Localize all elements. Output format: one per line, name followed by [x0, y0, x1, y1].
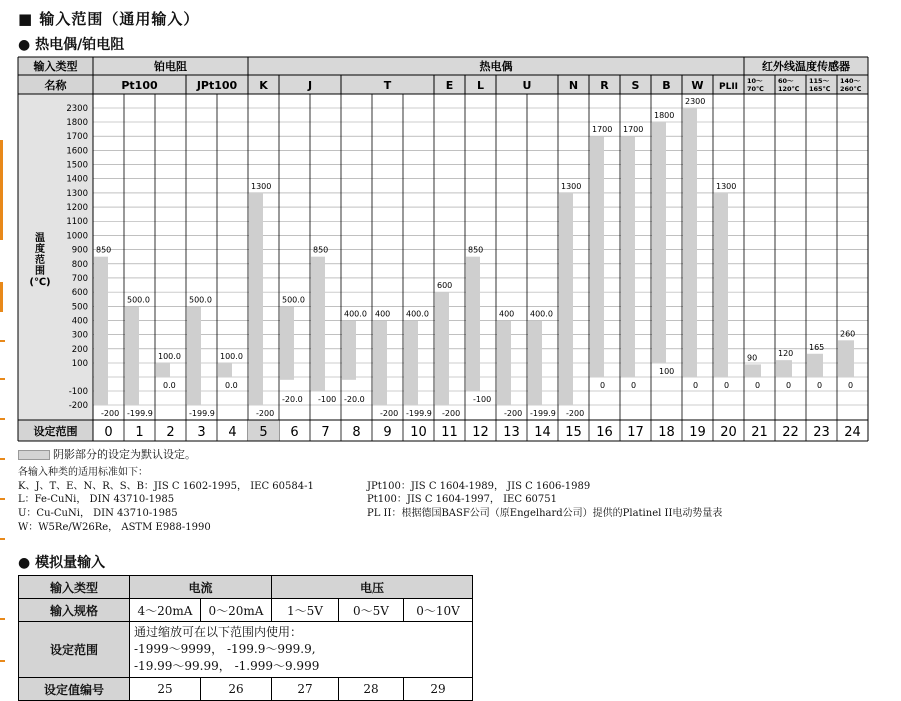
analog-voltage-header: 电压 — [272, 576, 473, 599]
range-bar — [404, 320, 418, 405]
y-tick-label: -200 — [68, 401, 88, 411]
legend-swatch — [18, 450, 50, 460]
range-bar — [125, 306, 139, 405]
sensor-name: W — [691, 79, 704, 92]
page-title: ■ 输入范围（通用输入） — [18, 10, 200, 28]
bar-high-label: 400.0 — [344, 309, 367, 319]
y-tick-label: 1500 — [66, 160, 88, 171]
bar-high-label: 1700 — [623, 125, 644, 135]
bar-high-label: 400.0 — [530, 309, 553, 319]
range-bar — [187, 306, 201, 405]
y-tick-label: 1300 — [66, 188, 88, 199]
ir-range-label: 260℃ — [840, 85, 862, 93]
analog-range-line: -19.99～99.99， -1.999～9.999 — [134, 659, 320, 673]
bar-low-label: 0 — [755, 381, 761, 390]
bar-low-label: 0 — [600, 381, 606, 390]
setting-number: 0 — [104, 425, 113, 440]
bar-high-label: 1800 — [654, 111, 675, 120]
analog-number: 27 — [272, 678, 339, 701]
bar-low-label: -200 — [380, 409, 399, 418]
bar-low-label: -199.9 — [530, 409, 556, 418]
analog-input-table — [18, 575, 473, 701]
sensor-name: Pt100 — [121, 79, 158, 92]
setting-number: 4 — [228, 425, 237, 440]
setting-number: 9 — [383, 425, 392, 440]
bar-low-label: -100 — [318, 395, 337, 404]
analog-spec: 4～20mA — [130, 599, 201, 622]
y-axis-label-unit: (℃) — [29, 277, 51, 288]
analog-number-label: 设定值编号 — [19, 678, 130, 701]
range-bar — [714, 193, 728, 377]
y-tick-label: 100 — [71, 359, 88, 369]
range-bar — [373, 320, 387, 405]
setting-number: 10 — [410, 425, 427, 440]
y-tick-label: 1200 — [66, 203, 88, 214]
setting-number: 1 — [135, 425, 144, 440]
ir-range-label: 10～ — [747, 77, 763, 85]
setting-number: 13 — [503, 425, 520, 440]
analog-spec: 0～5V — [339, 599, 404, 622]
y-axis-label-char: 度 — [35, 244, 45, 255]
sensor-name: J — [307, 79, 313, 92]
y-axis-label-char: 温 — [35, 233, 45, 244]
bar-low-label: 0.0 — [163, 381, 176, 390]
bar-high-label: 1300 — [561, 181, 582, 191]
range-bar — [497, 320, 511, 405]
setting-number: 18 — [658, 425, 675, 440]
bar-low-label: -100 — [473, 395, 492, 404]
range-bar — [466, 257, 480, 391]
input-type-label: 输入类型 — [33, 60, 78, 73]
bar-high-label: 260 — [840, 329, 856, 339]
y-tick-label: 900 — [71, 245, 88, 256]
range-bar — [683, 108, 697, 377]
setting-number: 6 — [290, 425, 299, 440]
standards-left-1: L：Fe-CuNi， DIN 43710-1985 — [18, 494, 175, 505]
bar-low-label: -200 — [504, 409, 523, 418]
standards-right-0: JPt100：JIS C 1604-1989， JIS C 1606-1989 — [367, 481, 591, 492]
analog-number: 28 — [339, 678, 404, 701]
range-bar — [311, 257, 325, 391]
setting-number: 24 — [844, 425, 861, 440]
y-tick-label: 1400 — [66, 174, 88, 185]
range-bar — [745, 364, 761, 377]
ir-range-label: 60～ — [778, 77, 794, 85]
bar-high-label: 100.0 — [158, 352, 181, 361]
analog-number: 29 — [404, 678, 473, 701]
bar-low-label: 0.0 — [225, 381, 238, 390]
bar-high-label: 850 — [468, 245, 484, 255]
y-tick-label: 600 — [71, 288, 88, 299]
bar-low-label: -199.9 — [127, 409, 153, 418]
bar-high-label: 500.0 — [282, 295, 305, 305]
bar-high-label: 500.0 — [127, 295, 150, 305]
bar-low-label: -20.0 — [282, 395, 303, 404]
y-tick-label: 800 — [71, 259, 88, 270]
name-label: 名称 — [44, 79, 67, 92]
legend — [18, 446, 196, 462]
analog-spec: 0～10V — [404, 599, 473, 622]
setting-number: 21 — [751, 425, 768, 440]
bar-high-label: 1700 — [592, 125, 613, 135]
ir-range-label: 140～ — [840, 77, 861, 85]
range-bar — [807, 354, 823, 377]
range-bar — [559, 193, 573, 405]
setting-number: 19 — [689, 425, 706, 440]
section-title-thermo: ● 热电偶/铂电阻 — [18, 37, 125, 53]
range-bar — [528, 320, 542, 405]
bar-low-label: -200 — [442, 409, 461, 418]
bar-low-label: -200 — [101, 409, 120, 418]
range-bar — [280, 306, 294, 380]
bar-low-label: -200 — [566, 409, 585, 418]
bar-high-label: 100.0 — [220, 352, 243, 361]
bar-high-label: 400 — [375, 309, 391, 319]
y-tick-label: 400 — [71, 316, 88, 327]
table-row — [19, 622, 473, 678]
bar-low-label: 100 — [659, 367, 675, 376]
bar-high-label: 500.0 — [189, 295, 212, 305]
setting-number: 15 — [565, 425, 582, 440]
setting-number: 5 — [259, 425, 268, 440]
sensor-name: B — [662, 79, 671, 92]
section-title-analog: ● 模拟量输入 — [18, 555, 106, 571]
bar-high-label: 120 — [778, 349, 794, 359]
bar-high-label: 400 — [499, 309, 515, 319]
margin-accent-tick — [0, 618, 5, 620]
y-tick-label: 500 — [71, 302, 88, 313]
table-row — [19, 599, 473, 622]
legend-text: 阴影部分的设定为默认设定。 — [53, 448, 196, 461]
ir-range-label: 120℃ — [778, 85, 800, 93]
range-bar — [218, 363, 232, 377]
bar-high-label: 2300 — [685, 97, 706, 106]
analog-spec-label: 输入规格 — [19, 599, 130, 622]
sensor-name: N — [568, 79, 579, 92]
range-bar — [621, 136, 635, 377]
analog-number: 26 — [201, 678, 272, 701]
y-axis-label-char: 围 — [35, 266, 45, 277]
y-tick-label: 1000 — [66, 231, 88, 242]
bar-low-label: -20.0 — [344, 395, 365, 404]
bar-high-label: 1300 — [251, 181, 272, 191]
analog-range-label: 设定范围 — [19, 622, 130, 678]
y-axis-label-char: 范 — [35, 255, 45, 266]
y-tick-label: 2300 — [66, 104, 88, 114]
setting-number: 12 — [472, 425, 489, 440]
bar-high-label: 165 — [809, 342, 825, 352]
setting-number: 17 — [627, 425, 644, 440]
margin-accent-tick — [0, 538, 5, 540]
setting-number: 16 — [596, 425, 613, 440]
range-bar — [342, 320, 356, 379]
range-bar — [590, 136, 604, 377]
margin-accent-tick — [0, 498, 5, 500]
analog-current-header: 电流 — [130, 576, 272, 599]
y-tick-label: 200 — [71, 344, 88, 355]
bar-high-label: 1300 — [716, 181, 737, 191]
y-tick-label: 700 — [71, 273, 88, 284]
table-row — [19, 678, 473, 701]
ir-range-label: 115～ — [809, 77, 830, 85]
y-tick-label: 1700 — [66, 132, 88, 143]
bar-high-label: 850 — [96, 245, 112, 255]
analog-range-line: -1999～9999， -199.9～999.9, — [134, 642, 316, 656]
standards-intro: 各输入种类的适用标准如下： — [18, 467, 148, 478]
analog-input-type-label: 输入类型 — [19, 576, 130, 599]
bar-high-label: 600 — [437, 281, 453, 291]
bar-low-label: 0 — [724, 381, 730, 390]
setting-number: 20 — [720, 425, 737, 440]
range-bar — [838, 340, 854, 377]
setting-number: 8 — [352, 425, 361, 440]
bar-low-label: -200 — [256, 409, 275, 418]
range-bar — [94, 257, 108, 405]
range-bar — [249, 193, 263, 405]
setting-number: 7 — [321, 425, 330, 440]
setting-range-label: 设定范围 — [33, 425, 78, 438]
ir-range-label: 165℃ — [809, 85, 831, 93]
sensor-name: PLII — [718, 82, 739, 92]
bar-high-label: 400.0 — [406, 309, 429, 319]
bar-high-label: 90 — [747, 353, 758, 363]
standards-right-1: Pt100：JIS C 1604-1997， IEC 60751 — [367, 494, 557, 505]
analog-spec: 0～20mA — [201, 599, 272, 622]
y-tick-label: 1800 — [66, 118, 88, 128]
analog-range-line: 通过缩放可在以下范围内使用： — [134, 625, 303, 639]
bar-high-label: 850 — [313, 245, 329, 255]
setting-number: 14 — [534, 425, 551, 440]
bar-low-label: 0 — [786, 381, 792, 390]
bar-low-label: 0 — [631, 381, 637, 390]
bar-low-label: 0 — [693, 381, 699, 390]
sensor-name: E — [445, 79, 454, 92]
sensor-name: T — [383, 79, 392, 92]
setting-number: 2 — [166, 425, 175, 440]
standards-right-2: PL II：根据德国BASF公司（原Engelhard公司）提供的Platinel II电动势量表 — [367, 508, 723, 519]
setting-number: 22 — [782, 425, 799, 440]
analog-range-text — [130, 622, 473, 678]
margin-accent-tick — [0, 660, 5, 662]
group-header: 红外线温度传感器 — [762, 60, 850, 73]
sensor-name: S — [631, 79, 640, 92]
analog-number: 25 — [130, 678, 201, 701]
analog-spec: 1～5V — [272, 599, 339, 622]
group-header: 铂电阻 — [154, 60, 187, 73]
sensor-name: JPt100 — [196, 79, 238, 92]
range-bar — [156, 363, 170, 377]
setting-number: 23 — [813, 425, 830, 440]
range-bar — [652, 122, 666, 363]
sensor-name: R — [600, 79, 609, 92]
setting-number: 3 — [197, 425, 206, 440]
y-tick-label: 1100 — [66, 217, 88, 228]
sensor-name: K — [259, 79, 268, 92]
standards-left-2: U：Cu-CuNi， DIN 43710-1985 — [18, 508, 178, 519]
sensor-name: L — [476, 79, 485, 92]
bar-low-label: 0 — [848, 381, 854, 390]
y-tick-label: 1600 — [66, 146, 88, 157]
y-tick-label: 300 — [71, 330, 88, 341]
bar-low-label: 0 — [817, 381, 823, 390]
margin-accent-tick — [0, 458, 5, 460]
standards-left-0: K、J、T、E、N、R、S、B：JIS C 1602-1995， IEC 60584-1 — [18, 481, 314, 492]
ir-range-label: 70℃ — [747, 85, 764, 93]
bar-low-label: -199.9 — [406, 409, 432, 418]
group-header: 热电偶 — [479, 60, 513, 73]
sensor-name: U — [522, 79, 532, 92]
table-row — [19, 576, 473, 599]
setting-number: 11 — [441, 425, 458, 440]
standards-left-3: W：W5Re/W26Re， ASTM E988-1990 — [18, 522, 211, 533]
range-bar — [435, 292, 449, 405]
y-tick-label: -100 — [68, 387, 88, 397]
range-bar — [776, 360, 792, 377]
y-axis-bg — [18, 94, 93, 420]
bar-low-label: -199.9 — [189, 409, 215, 418]
